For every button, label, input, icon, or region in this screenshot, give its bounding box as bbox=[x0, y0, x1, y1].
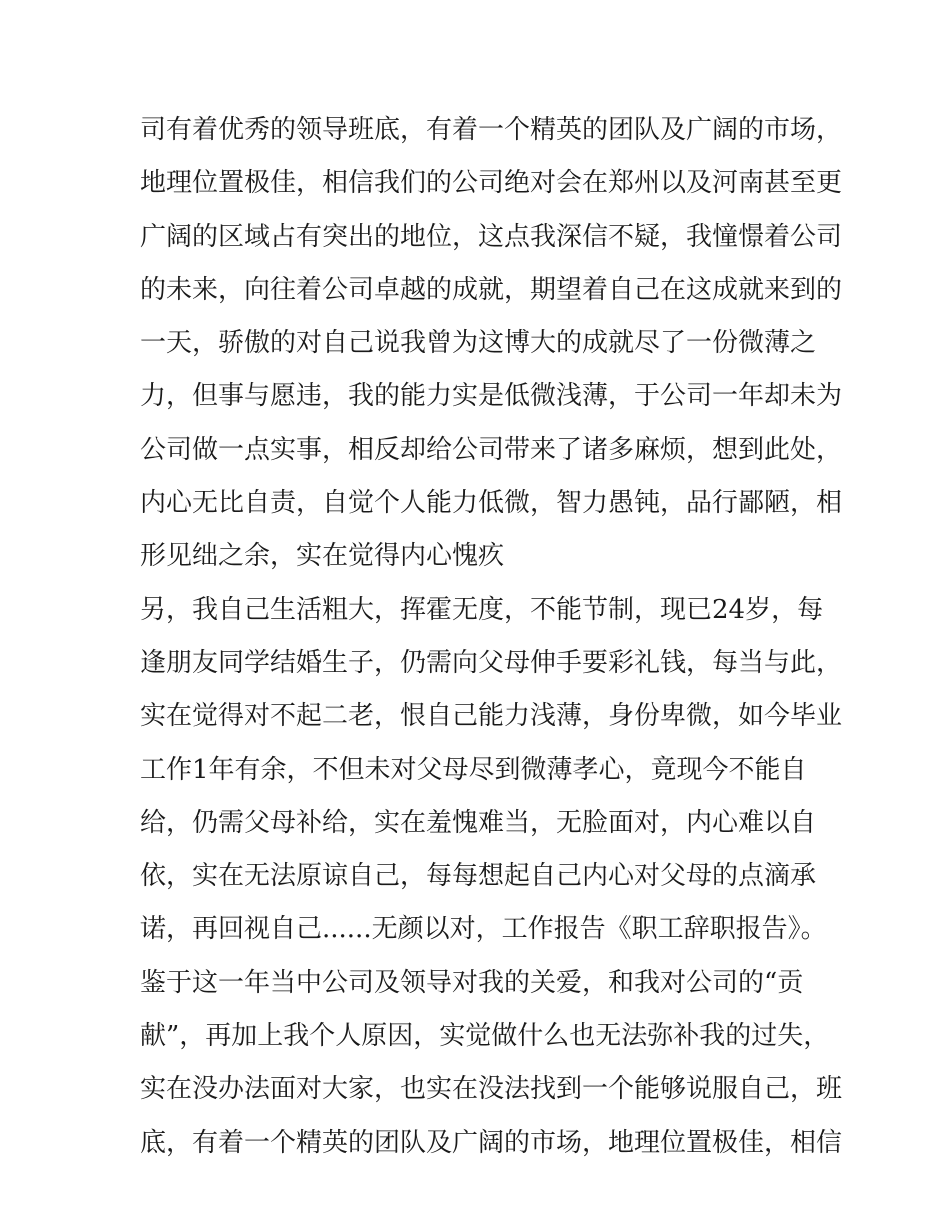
text-line: 形见绌之余，实在觉得内心愧疚 bbox=[140, 541, 505, 572]
text-line: 力，但事与愿违，我的能力实是低微浅薄，于公司一年却未为 bbox=[140, 381, 843, 412]
text-line: 地理位置极佳，相信我们的公司绝对会在郑州以及河南甚至更 bbox=[140, 168, 843, 199]
text-line: 逢朋友同学结婚生子，仍需向父母伸手要彩礼钱，每当与此， bbox=[140, 647, 843, 678]
text-line: 依，实在无法原谅自己，每每想起自己内心对父母的点滴承 bbox=[140, 861, 817, 892]
body-text bbox=[140, 104, 843, 1170]
text-line: 给，仍需父母补给，实在羞愧难当，无脸面对，内心难以自 bbox=[140, 807, 817, 838]
text-line: 底，有着一个精英的团队及广阔的市场，地理位置极佳，相信 bbox=[140, 1127, 843, 1158]
text-line: 司有着优秀的领导班底，有着一个精英的团队及广阔的市场， bbox=[140, 115, 843, 145]
text-line: 广阔的区域占有突出的地位，这点我深信不疑，我憧憬着公司 bbox=[140, 221, 843, 252]
text-line: 实在没办法面对大家，也实在没法找到一个能够说服自己，班 bbox=[140, 1074, 843, 1105]
text-line: 实在觉得对不起二老，恨自己能力浅薄，身份卑微，如今毕业 bbox=[140, 701, 843, 732]
text-line: 一天，骄傲的对自己说我曾为这博大的成就尽了一份微薄之 bbox=[140, 328, 817, 359]
text-line: 献”，再加上我个人原因，实觉做什么也无法弥补我的过失， bbox=[140, 1021, 830, 1052]
text-line: 的未来，向往着公司卓越的成就，期望着自己在这成就来到的 bbox=[140, 274, 843, 305]
text-line: 工作1年有余，不但未对父母尽到微薄孝心，竟现今不能自 bbox=[140, 754, 807, 785]
text-line: 诺，再回视自己......无颜以对，工作报告《职工辞职报告》。 bbox=[140, 914, 827, 945]
text-line: 另，我自己生活粗大，挥霍无度，不能节制，现已24岁，每 bbox=[140, 594, 824, 625]
text-line: 鉴于这一年当中公司及领导对我的关爱，和我对公司的“贡 bbox=[140, 967, 804, 998]
text-line: 内心无比自责，自觉个人能力低微，智力愚钝，品行鄙陋，相 bbox=[140, 488, 843, 519]
text-line: 公司做一点实事，相反却给公司带来了诸多麻烦，想到此处， bbox=[140, 434, 843, 465]
